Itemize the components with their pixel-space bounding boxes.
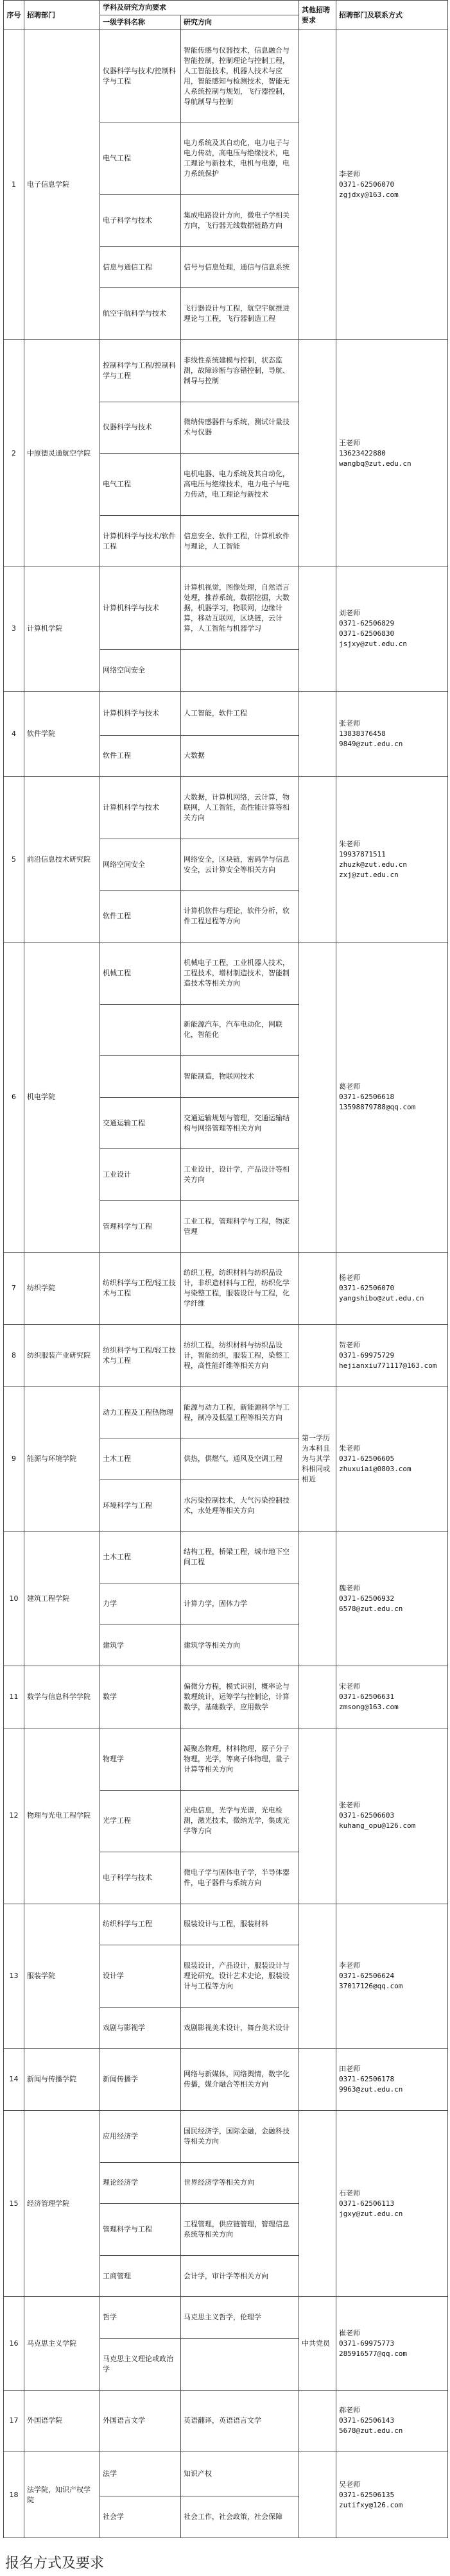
contact-cell: 杨老师 0371-62506070 yangshibo@zut.edu.cn <box>336 1252 448 1325</box>
other-requirement-cell <box>299 943 336 1253</box>
discipline-cell: 建筑学 <box>100 1625 181 1666</box>
dept-cell: 数学与信息科学学院 <box>24 1666 100 1728</box>
table-row <box>4 1386 448 1438</box>
discipline-cell: 计算机科学与技术 <box>100 691 181 735</box>
other-requirement-cell <box>299 1666 336 1728</box>
contact-cell: 李老师 0371-62506624 37017126@qq.com <box>336 1904 448 2049</box>
direction-cell: 网络与新媒体，网络舆情，数字化传播，媒介融合等相关方向 <box>181 2049 299 2111</box>
discipline-cell <box>100 1056 181 1098</box>
dept-cell: 法学院，知识产权学院 <box>24 2452 100 2538</box>
dept-cell: 前沿信息技术研究院 <box>24 777 100 943</box>
other-requirement-cell <box>299 777 336 943</box>
direction-cell: 飞行器设计与工程，航空宇航推进理论与工程，飞行器制造工程 <box>181 288 299 340</box>
discipline-cell: 纺织科学与工程 <box>100 1904 181 1945</box>
discipline-cell: 社会学 <box>100 2496 181 2538</box>
discipline-cell: 电子科学与技术 <box>100 1852 181 1904</box>
contact-cell: 张老师 13838376458 9849@zut.edu.cn <box>336 691 448 777</box>
row-number: 12 <box>4 1728 24 1904</box>
direction-cell: 大数据，计算机网络，云计算，物联网，人工智能，高性能计算等相关方向 <box>181 777 299 839</box>
direction-cell: 工业工程，管理科学与工程，物流管理 <box>181 1200 299 1252</box>
direction-cell: 微纳传感器件与系统，测试计量技术与仪器 <box>181 402 299 454</box>
dept-cell: 建筑工程学院 <box>24 1531 100 1666</box>
header-dept: 招聘部门 <box>24 1 100 30</box>
discipline-cell: 交通运输工程 <box>100 1097 181 1149</box>
other-requirement-cell <box>299 1728 336 1904</box>
other-requirement-cell <box>299 1531 336 1666</box>
row-number: 2 <box>4 339 24 567</box>
table-body <box>4 30 448 2538</box>
table-row <box>4 2111 448 2163</box>
contact-cell: 魏老师 0371-62506932 6578@zut.edu.cn <box>336 1531 448 1666</box>
dept-cell: 马克思主义学院 <box>24 2297 100 2390</box>
contact-cell: 李老师 0371-62506070 zgjdxy@163.com <box>336 30 448 340</box>
discipline-cell: 土木工程 <box>100 1531 181 1583</box>
row-number: 17 <box>4 2390 24 2452</box>
row-number: 4 <box>4 691 24 777</box>
row-number: 1 <box>4 30 24 340</box>
dept-cell: 中原德灵通航空学院 <box>24 339 100 567</box>
direction-cell: 知识产权 <box>181 2452 299 2496</box>
header-direction: 研究方向 <box>181 15 299 30</box>
table-row <box>4 30 448 123</box>
direction-cell: 集成电路设计方向，微电子学相关方向，飞行器无线数据链路方向 <box>181 195 299 247</box>
discipline-cell: 土木工程 <box>100 1438 181 1480</box>
contact-cell: 葛老师 0371-62506618 13598879788@qq.com <box>336 943 448 1253</box>
header-no: 序号 <box>4 1 24 30</box>
other-requirement-cell <box>299 1904 336 2049</box>
discipline-cell: 设计学 <box>100 1945 181 2008</box>
dept-cell: 机电学院 <box>24 943 100 1253</box>
contact-cell: 田老师 0371-62506178 9963@zut.edu.cn <box>336 2049 448 2111</box>
direction-cell: 偏微分方程，模式识别，概率论与数理统计，运筹学与控制论，计算数学，基础数学，应用数学 <box>181 1666 299 1728</box>
table-row <box>4 1531 448 1583</box>
table-row <box>4 2452 448 2496</box>
direction-cell: 戏剧影视美术设计，舞台美术设计 <box>181 2007 299 2049</box>
header-contact: 招聘部门及联系方式 <box>336 1 448 30</box>
table-row <box>4 2297 448 2339</box>
table-row <box>4 1728 448 1790</box>
direction-cell: 信号与信息处理，通信与信息系统 <box>181 246 299 288</box>
dept-cell: 电子信息学院 <box>24 30 100 340</box>
discipline-cell: 光学工程 <box>100 1790 181 1852</box>
row-number: 11 <box>4 1666 24 1728</box>
direction-cell: 交通运输规划与管理，交通运输结构与网络管理等相关方向 <box>181 1097 299 1149</box>
direction-cell: 计算力学，固体力学 <box>181 1583 299 1625</box>
direction-cell: 计算机软件与理论，软件分析，软件工程过程等方向 <box>181 891 299 943</box>
row-number: 18 <box>4 2452 24 2538</box>
discipline-cell: 电气工程 <box>100 454 181 516</box>
direction-cell: 计算机视觉，图像处理，自然语言处理，推荐系统，数据挖掘，大数据，机器学习，物联网，边缘计算，移动互联网，区块链，云计算，人工智能与机器学习 <box>181 567 299 650</box>
row-number: 8 <box>4 1325 24 1387</box>
table-row <box>4 2390 448 2452</box>
direction-cell: 智能传感与仪器技术，信息融合与智能控制，控制理论与控制工程，人工智能技术，机器人技术与应用，智能感知与检测技术，智能无人系统控制与规划，飞行器控制，导航制导与控制 <box>181 30 299 123</box>
row-number: 3 <box>4 567 24 691</box>
discipline-cell: 网络空间安全 <box>100 839 181 891</box>
row-number: 16 <box>4 2297 24 2390</box>
row-number: 6 <box>4 943 24 1253</box>
contact-cell: 崔老师 0371-69975773 285916577@qq.com <box>336 2297 448 2390</box>
discipline-cell: 马克思主义理论或政治学 <box>100 2339 181 2391</box>
direction-cell: 社会工作，社会政策，社会保障 <box>181 2496 299 2538</box>
dept-cell: 服装学院 <box>24 1904 100 2049</box>
direction-cell: 非线性系统建模与控制，状态监测，故障诊断与容错控制，导航、制导与控制 <box>181 339 299 402</box>
other-requirement-cell <box>299 2111 336 2297</box>
dept-cell: 新闻与传播学院 <box>24 2049 100 2111</box>
direction-cell: 电机电器、电力系统及其自动化，高电压与绝缘技术，电力电子与电力传动，电工理论与新技术 <box>181 454 299 516</box>
dept-cell: 经济管理学院 <box>24 2111 100 2297</box>
direction-cell: 智能制造，物联网技术 <box>181 1056 299 1098</box>
contact-cell: 郝老师 0371-62506143 5678@zut.edu.cn <box>336 2390 448 2452</box>
discipline-cell: 外国语言文学 <box>100 2390 181 2452</box>
table-row <box>4 1666 448 1728</box>
table-row <box>4 1252 448 1325</box>
direction-cell: 大数据 <box>181 735 299 777</box>
discipline-cell: 数学 <box>100 1666 181 1728</box>
contact-cell: 吴老师 0371-62506135 zutifxy@126.com <box>336 2452 448 2538</box>
header-other: 其他招聘要求 <box>299 1 336 30</box>
direction-cell: 人工智能，软件工程 <box>181 691 299 735</box>
section-heading: 报名方式及要求 <box>5 2555 105 2572</box>
discipline-cell: 动力工程及工程热物理 <box>100 1386 181 1438</box>
dept-cell: 软件学院 <box>24 691 100 777</box>
table-row <box>4 567 448 650</box>
discipline-cell: 工业设计 <box>100 1149 181 1201</box>
discipline-cell: 理论经济学 <box>100 2162 181 2204</box>
discipline-cell: 软件工程 <box>100 735 181 777</box>
contact-cell: 张老师 0371-62506603 kuhang_opu@126.com <box>336 1728 448 1904</box>
dept-cell: 纺织学院 <box>24 1252 100 1325</box>
row-number: 9 <box>4 1386 24 1531</box>
direction-cell: 结构工程，桥梁工程，城市地下空间工程 <box>181 1531 299 1583</box>
discipline-cell: 电子科学与技术 <box>100 195 181 247</box>
direction-cell: 供热，供燃气，通风及空调工程 <box>181 1438 299 1480</box>
direction-cell: 凝聚态物理，材料物理，原子分子物理，光学，等离子体物理，量子计算等相关方向 <box>181 1728 299 1790</box>
direction-cell: 会计学，审计学等相关方向 <box>181 2255 299 2297</box>
discipline-cell: 电气工程 <box>100 123 181 195</box>
header-discipline-group: 学科及研究方向要求 <box>100 1 299 15</box>
direction-cell: 服装设计，产品设计，服装设计与理论研究，设计艺术史论，服装设计与工程等方向 <box>181 1945 299 2008</box>
discipline-cell: 计算机科学与技术 <box>100 777 181 839</box>
direction-cell: 新能源汽车，汽车电动化，网联化，智能化 <box>181 1004 299 1056</box>
direction-cell: 信息安全、软件工程，计算机软件与理论，人工智能 <box>181 515 299 567</box>
direction-cell: 服装设计与工程，服装材料 <box>181 1904 299 1945</box>
direction-cell: 英语翻译，英语语言文学 <box>181 2390 299 2452</box>
discipline-cell: 力学 <box>100 1583 181 1625</box>
table-header-row <box>4 1 448 15</box>
discipline-cell: 新闻传播学 <box>100 2049 181 2111</box>
discipline-cell: 物理学 <box>100 1728 181 1790</box>
discipline-cell: 戏剧与影视学 <box>100 2007 181 2049</box>
discipline-cell: 工商管理 <box>100 2255 181 2297</box>
discipline-cell: 哲学 <box>100 2297 181 2339</box>
dept-cell: 外国语学院 <box>24 2390 100 2452</box>
row-number: 5 <box>4 777 24 943</box>
contact-cell: 宋老师 0371-62506631 zmsong@163.com <box>336 1666 448 1728</box>
other-requirement-cell <box>299 2452 336 2538</box>
other-requirement-cell <box>299 2390 336 2452</box>
other-requirement-cell: 中共党员 <box>299 2297 336 2390</box>
discipline-cell: 环境科学与工程 <box>100 1480 181 1531</box>
header-first-level: 一级学科名称 <box>100 15 181 30</box>
discipline-cell: 纺织科学与工程/轻工技术与工程 <box>100 1325 181 1387</box>
table-row <box>4 1904 448 1945</box>
table-row <box>4 691 448 735</box>
direction-cell: 纺织工程，纺织材料与纺织品设计，非织造材料与工程，纺织化学与染整工程，服装设计与工程，化学纤维 <box>181 1252 299 1325</box>
discipline-cell: 计算机科学与技术/软件工程 <box>100 515 181 567</box>
recruitment-table <box>3 0 448 2538</box>
dept-cell: 物理与光电工程学院 <box>24 1728 100 1904</box>
row-number: 7 <box>4 1252 24 1325</box>
direction-cell <box>181 649 299 691</box>
table-row <box>4 1325 448 1387</box>
direction-cell: 机械电子工程，工业机器人技术，工程技术，增材制造技术，智能制造技术等相关方向 <box>181 943 299 1005</box>
other-requirement-cell <box>299 1325 336 1387</box>
other-requirement-cell <box>299 691 336 777</box>
discipline-cell: 管理科学与工程 <box>100 1200 181 1252</box>
other-requirement-cell <box>299 30 336 340</box>
contact-cell: 朱老师 0371-62506605 zhuxuiai@0803.com <box>336 1386 448 1531</box>
table-row <box>4 339 448 402</box>
direction-cell: 建筑学等相关方向 <box>181 1625 299 1666</box>
discipline-cell: 仪器科学与技术 <box>100 402 181 454</box>
direction-cell: 纺织工程，纺织材料与纺织品设计，智能纺织，服装工程，染整工程，高性能纤维等相关方向 <box>181 1325 299 1387</box>
discipline-cell: 航空宇航科学与技术 <box>100 288 181 340</box>
other-requirement-cell: 第一学历为本科且为与其学科相同或相近 <box>299 1386 336 1531</box>
direction-cell: 工业设计，设计学，产品设计等相关方向 <box>181 1149 299 1201</box>
dept-cell: 纺织服装产业研究院 <box>24 1325 100 1387</box>
other-requirement-cell <box>299 2049 336 2111</box>
direction-cell: 国民经济学，国际金融，金融科技等相关方向 <box>181 2111 299 2163</box>
other-requirement-cell <box>299 339 336 567</box>
direction-cell <box>181 2339 299 2391</box>
direction-cell: 工程管理，供应链管理，管理信息系统等相关方向 <box>181 2204 299 2256</box>
dept-cell: 能源与环境学院 <box>24 1386 100 1531</box>
dept-cell: 计算机学院 <box>24 567 100 691</box>
row-number: 10 <box>4 1531 24 1666</box>
discipline-cell: 网络空间安全 <box>100 649 181 691</box>
discipline-cell: 机械工程 <box>100 943 181 1005</box>
contact-cell: 刘老师 0371-62506829 0371-62506830 jsjxy@zut.edu.cn <box>336 567 448 691</box>
direction-cell: 水污染控制技术，大气污染控制技术，水处理等相关方向 <box>181 1480 299 1531</box>
other-requirement-cell <box>299 1252 336 1325</box>
direction-cell: 微电子学与固体电子学，半导体器件，电子器件与系统方向 <box>181 1852 299 1904</box>
table-row <box>4 777 448 839</box>
contact-cell: 贺老师 0371-69975729 hejianxiu771117@163.com <box>336 1325 448 1387</box>
direction-cell: 能源与动力工程，新能源科学与工程，制冷及低温工程等相关方向 <box>181 1386 299 1438</box>
discipline-cell: 法学 <box>100 2452 181 2496</box>
discipline-cell: 控制科学与工程/控制科学与工程 <box>100 339 181 402</box>
discipline-cell: 信息与通信工程 <box>100 246 181 288</box>
discipline-cell: 计算机科学与技术 <box>100 567 181 650</box>
discipline-cell: 管理科学与工程 <box>100 2204 181 2256</box>
row-number: 13 <box>4 1904 24 2049</box>
direction-cell: 网络安全，区块链，密码学与信息安全，云计算安全等相关方向 <box>181 839 299 891</box>
direction-cell: 马克思主义哲学，伦理学 <box>181 2297 299 2339</box>
table-row <box>4 943 448 1005</box>
row-number: 15 <box>4 2111 24 2297</box>
other-requirement-cell <box>299 567 336 691</box>
table-row <box>4 2049 448 2111</box>
contact-cell: 王老师 13623422880 wangbq@zut.edu.cn <box>336 339 448 567</box>
row-number: 14 <box>4 2049 24 2111</box>
contact-cell: 石老师 0371-62506113 jgxy@zut.edu.cn <box>336 2111 448 2297</box>
direction-cell: 世界经济学等相关方向 <box>181 2162 299 2204</box>
discipline-cell: 仪器科学与技术/控制科学与工程 <box>100 30 181 123</box>
direction-cell: 电力系统及其自动化，电力电子与电力传动，高电压与绝缘技术，电工理论与新技术，电机与电器，电力系统保护 <box>181 123 299 195</box>
discipline-cell: 纺织科学与工程/轻工技术与工程 <box>100 1252 181 1325</box>
discipline-cell <box>100 1004 181 1056</box>
contact-cell: 朱老师 19937871511 zhuzk@zut.edu.cn zxj@zut.edu.cn <box>336 777 448 943</box>
direction-cell: 光电信息，光学与光谱，光电检测，激光技术，微纳光学，集成光学等方向 <box>181 1790 299 1852</box>
discipline-cell: 软件工程 <box>100 891 181 943</box>
discipline-cell: 应用经济学 <box>100 2111 181 2163</box>
